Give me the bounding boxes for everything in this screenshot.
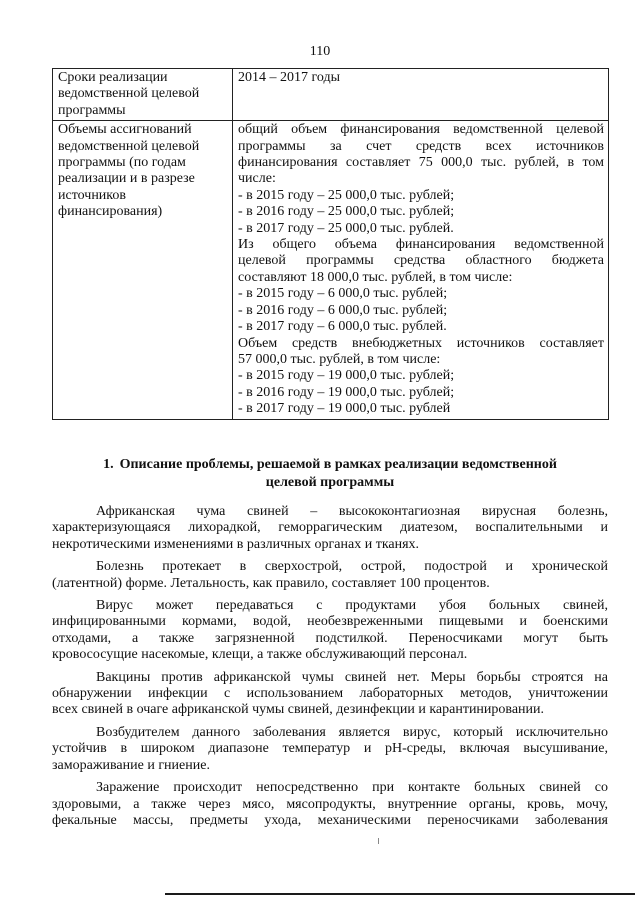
label-line: источников: [58, 187, 127, 203]
paragraph-line: Вирус может передаваться с продуктами убоя больных свиней,: [96, 598, 608, 614]
paragraph-line: здоровыми, а также через мясо, мясопродукты, внутренние органы, кровь, мочу,: [52, 796, 608, 812]
page-number: 110: [309, 44, 331, 59]
value-line: - в 2017 году – 25 000,0 тыс. рублей.: [238, 220, 454, 236]
scan-edge-line: [165, 893, 635, 895]
paragraph-line: кровососущие насекомые, клещи, а также обслуживающий персонал.: [52, 647, 468, 663]
paragraph-line: Заражение происходит непосредственно при контакте больных свиней со: [96, 780, 608, 796]
paragraph-line: инфицированными кормами, водой, необезвреженными пищевыми и боенскими: [52, 614, 608, 630]
label-line: ведомственной целевой: [58, 138, 200, 154]
value-line: общий объем финансирования ведомственной целевой: [238, 122, 604, 138]
paragraph-line: фекальные массы, предметы ухода, механическими переносчиками заболевания: [52, 812, 608, 828]
program-passport-table: [52, 68, 609, 420]
paragraph: [52, 559, 608, 592]
value-line: 2014 – 2017 годы: [238, 70, 341, 85]
label-line: Сроки реализации: [58, 70, 168, 85]
paragraph-line: некротическими изменениями в различных органах и тканях.: [52, 536, 420, 552]
table-row: [53, 121, 609, 419]
value-line: целевой программы средства областного бюджета: [238, 253, 604, 269]
value-line: Из общего объема финансирования ведомственной: [238, 237, 604, 253]
value-line: Объем средств внебюджетных источников составляет: [238, 335, 604, 351]
paragraph: [52, 598, 608, 664]
value-line: финансирования составляет 75 000,0 тыс. рублей, в том: [238, 155, 604, 171]
paragraph-line: Африканская чума свиней – высококонтагиозная вирусная болезнь,: [96, 504, 608, 519]
value-line: программы за счет средств всех источников: [238, 138, 604, 154]
paragraph-line: Вакцины против африканской чумы свиней нет. Меры борьбы строятся на: [96, 669, 608, 685]
label-line: финансирования): [58, 204, 163, 220]
table-cell-value: [233, 121, 609, 419]
paragraph-line: характеризующаяся лихорадкой, геморрагическим диатезом, воспалительными и: [52, 520, 608, 536]
paragraph-line: отходами, а также загрязненной подстилкой. Переносчиками могут быть: [52, 630, 608, 646]
paragraph-line: замораживание и гниение.: [52, 757, 210, 773]
value-line: - в 2015 году – 19 000,0 тыс. рублей;: [238, 368, 455, 384]
label-line: ведомственной целевой: [58, 86, 200, 102]
paragraph-line: всех свиней в очаге африканской чумы свиней, дезинфекции и карантинировании.: [52, 702, 545, 718]
section-heading: [60, 456, 600, 492]
value-line: - в 2016 году – 25 000,0 тыс. рублей;: [238, 204, 455, 220]
value-line: - в 2016 году – 19 000,0 тыс. рублей;: [238, 384, 455, 400]
paragraph-line: устойчив в широком диапазоне температур и pH-среды, включая высушивание,: [52, 741, 608, 757]
value-line: 57 000,0 тыс. рублей, в том числе:: [238, 351, 441, 367]
section-body: [52, 504, 608, 835]
section-title-line-2: целевой программы: [265, 475, 395, 490]
table-row: [53, 69, 609, 121]
table-cell-label: [53, 121, 233, 419]
label-line: программы: [58, 102, 126, 118]
section-title-line-1: Описание проблемы, решаемой в рамках реализации ведомственной: [119, 457, 557, 472]
paragraph: [52, 725, 608, 774]
paragraph: [52, 670, 608, 719]
value-line: - в 2017 году – 19 000,0 тыс. рублей: [238, 401, 451, 417]
section-number: 1.: [103, 457, 114, 472]
value-line: - в 2016 году – 6 000,0 тыс. рублей;: [238, 302, 448, 318]
paragraph: [52, 504, 608, 553]
table-cell-label: [53, 69, 233, 121]
label-line: Объемы ассигнований: [58, 122, 192, 138]
value-line: составляют 18 000,0 тыс. рублей, в том числе:: [238, 269, 513, 285]
paragraph: [52, 780, 608, 829]
label-line: программы (по годам: [58, 155, 186, 171]
value-line: числе:: [238, 171, 276, 187]
paragraph-line: (латентной) форме. Летальность, как правило, составляет 100 процентов.: [52, 575, 490, 591]
value-line: - в 2017 году – 6 000,0 тыс. рублей.: [238, 319, 447, 335]
scan-artifact: [378, 838, 379, 844]
value-line: - в 2015 году – 25 000,0 тыс. рублей;: [238, 187, 455, 203]
label-line: реализации и в разрезе: [58, 171, 195, 187]
table-cell-value: [233, 69, 609, 121]
paragraph-line: обнаружении инфекции с использованием лабораторных методов, уничтожении: [52, 686, 608, 702]
paragraph-line: Возбудителем данного заболевания является вирус, который исключительно: [96, 724, 608, 740]
paragraph-line: Болезнь протекает в сверхострой, острой, подострой и хронической: [96, 559, 608, 575]
value-line: - в 2015 году – 6 000,0 тыс. рублей;: [238, 286, 448, 302]
